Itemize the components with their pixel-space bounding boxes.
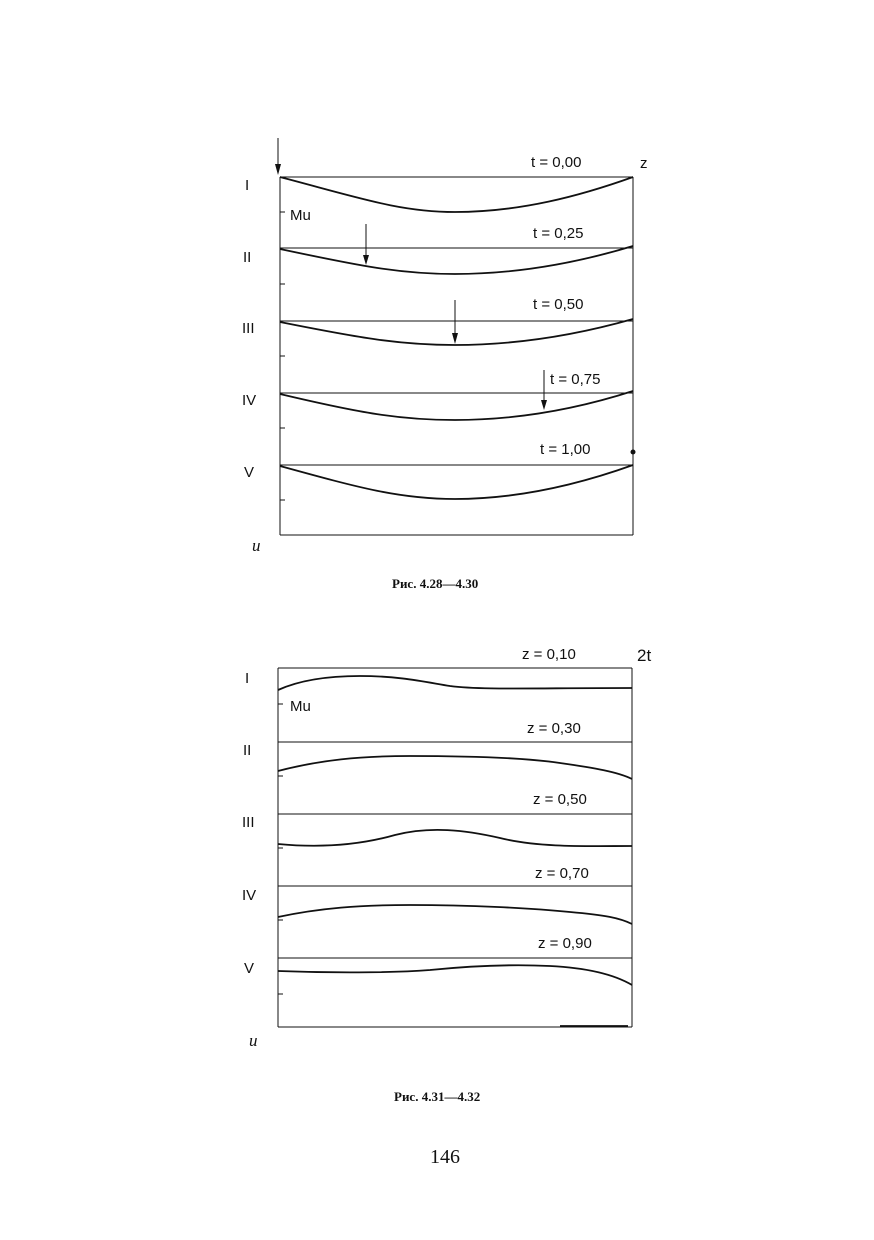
bottom-axis-label: 2t — [637, 646, 652, 665]
top-panel-1-roman: I — [245, 177, 250, 194]
top-panel-4-roman: IV — [242, 392, 257, 409]
top-load-arrow-2 — [363, 224, 369, 265]
bottom-panel-3-label: z = 0,50 — [533, 791, 587, 808]
bottom-panel-2-roman: II — [243, 742, 252, 759]
top-curve-4 — [280, 391, 633, 420]
bottom-curve-1 — [278, 676, 632, 690]
top-load-point-5 — [631, 450, 636, 455]
bottom-panel-5-label: z = 0,90 — [538, 935, 592, 952]
top-curve-5 — [280, 465, 633, 499]
top-panel-5-roman: V — [244, 464, 255, 481]
top-panel-4-label: t = 0,75 — [550, 371, 601, 388]
top-panel-3-roman: III — [242, 320, 255, 337]
top-figure-caption: Рис. 4.28—4.30 — [392, 576, 479, 591]
bottom-curve-2 — [278, 756, 632, 779]
bottom-panel-1-label: z = 0,10 — [522, 646, 576, 663]
bottom-amplitude-label: Mu — [290, 698, 311, 715]
bottom-ordinate-label: u — [249, 1031, 258, 1050]
top-curve-3 — [280, 319, 633, 345]
top-load-arrow-4 — [541, 370, 547, 410]
top-panel-3-label: t = 0,50 — [533, 296, 584, 313]
page-number: 146 — [430, 1146, 460, 1168]
top-panel-2-label: t = 0,25 — [533, 225, 584, 242]
top-load-arrow-1 — [275, 138, 281, 175]
bottom-figure-caption: Рис. 4.31—4.32 — [394, 1089, 481, 1104]
bottom-panel-4-roman: IV — [242, 887, 257, 904]
bottom-panel-5-roman: V — [244, 960, 255, 977]
bottom-panel-3-roman: III — [242, 814, 255, 831]
bottom-curve-4 — [278, 905, 632, 924]
top-axis-label: z — [640, 155, 648, 172]
top-panel-1-label: t = 0,00 — [531, 154, 582, 171]
figure-top — [242, 138, 648, 555]
bottom-axis-ticks — [278, 704, 283, 994]
top-axis-ticks — [280, 212, 285, 500]
top-curve-1 — [280, 177, 633, 212]
top-ordinate-label: u — [252, 536, 261, 555]
figure-bottom — [242, 646, 651, 1050]
top-load-arrow-3 — [452, 300, 458, 344]
top-panel-5-label: t = 1,00 — [540, 441, 591, 458]
top-panel-2-roman: II — [243, 249, 252, 266]
bottom-panel-4-label: z = 0,70 — [535, 865, 589, 882]
top-curve-2 — [280, 246, 633, 274]
bottom-panel-1-roman: I — [245, 670, 250, 687]
bottom-curve-5 — [278, 965, 632, 985]
bottom-curve-3 — [278, 830, 632, 846]
top-amplitude-label: Mu — [290, 207, 311, 224]
bottom-panel-2-label: z = 0,30 — [527, 720, 581, 737]
